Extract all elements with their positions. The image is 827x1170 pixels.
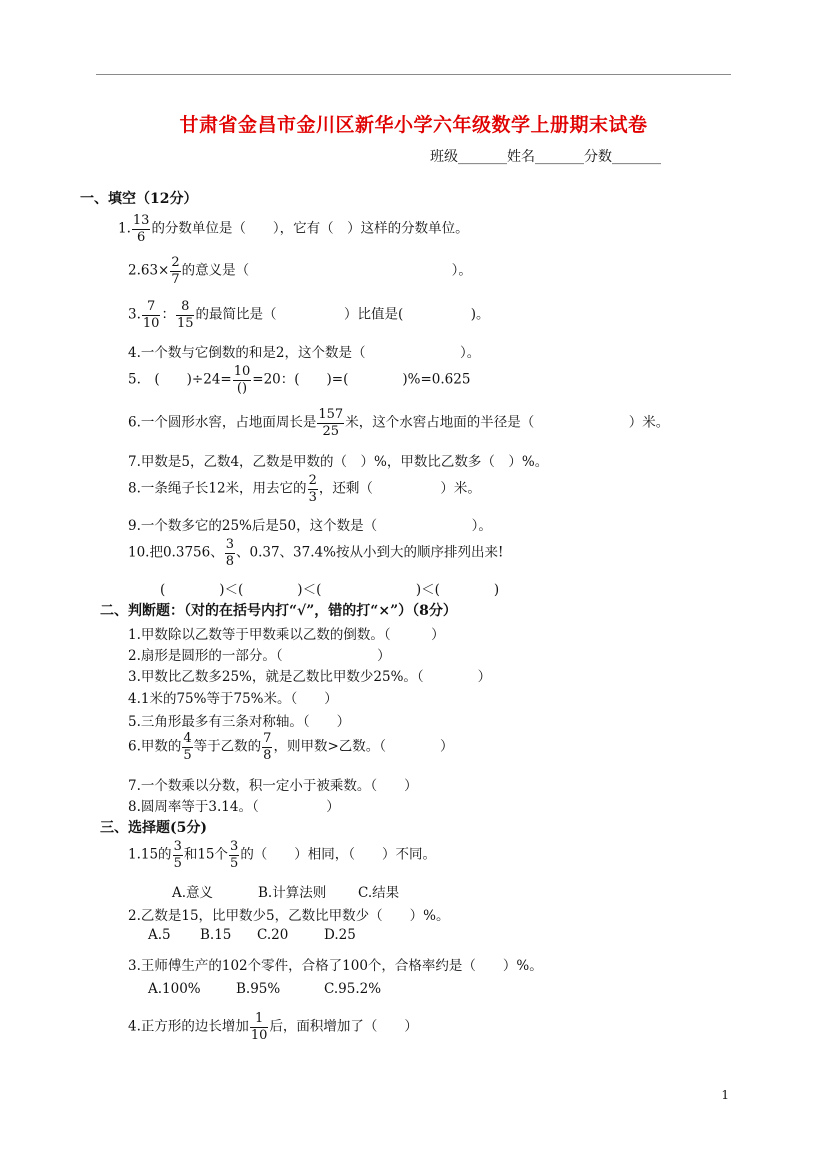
numerator: 10 bbox=[233, 364, 251, 379]
fraction bbox=[132, 214, 151, 244]
denominator: 8 bbox=[225, 553, 234, 569]
denominator: 10 bbox=[250, 1027, 268, 1043]
q-text: 的最简比是（ ）比值是( )。 bbox=[195, 306, 490, 323]
numerator: 2 bbox=[308, 473, 317, 488]
fraction bbox=[233, 365, 252, 395]
fraction bbox=[142, 300, 161, 330]
option: B.15 bbox=[200, 927, 232, 943]
choice-question-2: 2.乙数是15，比甲数少5，乙数比甲数少（ ）%。 bbox=[128, 908, 450, 924]
numerator: 8 bbox=[181, 299, 190, 314]
choice-question-1 bbox=[128, 840, 436, 870]
denominator: 3 bbox=[308, 489, 317, 505]
option: D.25 bbox=[324, 927, 356, 943]
q-text: 和15个 bbox=[183, 846, 229, 863]
q-text: 1.15的 bbox=[128, 846, 172, 863]
numerator: 4 bbox=[183, 731, 192, 746]
section-fill-blank-heading: 一、填空（12分） bbox=[80, 191, 198, 207]
fraction bbox=[176, 300, 195, 330]
q-text: ，则甲数>乙数。（ ） bbox=[273, 738, 454, 755]
numerator: 7 bbox=[147, 299, 156, 314]
numerator: 3 bbox=[230, 839, 239, 854]
q-text: 2.63× bbox=[128, 262, 170, 279]
denominator: 6 bbox=[132, 229, 151, 245]
fill-question-6 bbox=[128, 408, 669, 438]
numerator: 157 bbox=[318, 407, 344, 422]
fraction bbox=[170, 256, 180, 286]
fraction bbox=[262, 732, 272, 762]
denominator: 5 bbox=[230, 855, 239, 871]
fill-question-4: 4.一个数与它倒数的和是2，这个数是（ ）。 bbox=[128, 345, 481, 361]
judge-question-2: 2.扇形是圆形的一部分。（ ） bbox=[128, 648, 391, 664]
judge-question-3: 3.甲数比乙数多25%，就是乙数比甲数少25%。（ ） bbox=[128, 669, 492, 685]
option: A.5 bbox=[148, 927, 171, 943]
q-text: =20：( )=( )%=0.625 bbox=[252, 371, 471, 388]
q-text: 的意义是（ ）。 bbox=[181, 262, 472, 279]
choice-question-4 bbox=[128, 1012, 418, 1042]
fraction bbox=[229, 840, 239, 870]
q-text: 3. bbox=[128, 306, 141, 323]
q-text: 、0.37、37.4%按从小到大的顺序排列出来! bbox=[236, 544, 504, 561]
numerator: 7 bbox=[263, 731, 272, 746]
fill-question-2 bbox=[128, 256, 472, 286]
denominator: 5 bbox=[183, 747, 192, 763]
option: C.95.2% bbox=[324, 981, 382, 997]
q-text: 6.甲数的 bbox=[128, 738, 182, 755]
numerator: 2 bbox=[171, 255, 180, 270]
option: C.结果 bbox=[358, 885, 400, 901]
judge-question-7: 7.一个数乘以分数，积一定小于被乘数。（ ） bbox=[128, 778, 418, 794]
denominator: 8 bbox=[263, 747, 272, 763]
fill-question-9: 9.一个数多它的25%后是50，这个数是（ ）。 bbox=[128, 518, 492, 534]
page-title: 甘肃省金昌市金川区新华小学六年级数学上册期末试卷 bbox=[179, 114, 648, 136]
denominator: 7 bbox=[171, 271, 180, 287]
option: B.95% bbox=[236, 981, 281, 997]
section-judge-heading: 二、判断题：（对的在括号内打“√”，错的打“×”）（8分） bbox=[100, 603, 457, 619]
q-text: 4.正方形的边长增加 bbox=[128, 1018, 249, 1035]
fill-question-10 bbox=[128, 538, 503, 568]
fill-question-5 bbox=[128, 365, 470, 395]
choice-question-2-options bbox=[148, 927, 356, 943]
numerator: 1 bbox=[255, 1011, 264, 1026]
page-number: 1 bbox=[721, 1088, 729, 1102]
section-choice-heading: 三、选择题(5分) bbox=[100, 820, 207, 836]
q-text: 5. ( )÷24= bbox=[128, 371, 232, 388]
fraction bbox=[173, 840, 183, 870]
q-text: 后，面积增加了（ ） bbox=[269, 1018, 418, 1035]
fill-question-3 bbox=[128, 300, 490, 330]
fraction bbox=[317, 408, 344, 438]
judge-question-1: 1.甲数除以乙数等于甲数乘以乙数的倒数。（ ） bbox=[128, 627, 445, 643]
fraction bbox=[250, 1012, 269, 1042]
judge-question-8: 8.圆周率等于3.14。（ ） bbox=[128, 799, 340, 815]
q-text: 1. bbox=[118, 220, 131, 237]
denominator: () bbox=[233, 380, 252, 396]
numerator: 3 bbox=[173, 839, 182, 854]
choice-question-1-options bbox=[172, 881, 399, 901]
q-text: 等于乙数的 bbox=[193, 738, 262, 755]
fraction bbox=[182, 732, 192, 762]
q-text: ： bbox=[161, 306, 175, 323]
judge-question-6 bbox=[128, 732, 454, 762]
q-text: 的分数单位是（ ），它有（ ）这样的分数单位。 bbox=[151, 220, 469, 237]
q-text: ，还剩（ ）米。 bbox=[318, 480, 481, 497]
judge-question-4: 4.1米的75%等于75%米。（ ） bbox=[128, 691, 338, 707]
denominator: 10 bbox=[142, 315, 160, 331]
q-text: 的（ ）相同，（ ）不同。 bbox=[240, 846, 437, 863]
denominator: 25 bbox=[317, 423, 344, 439]
option: A.意义 bbox=[172, 885, 214, 901]
fraction bbox=[308, 474, 318, 504]
option: B.计算法则 bbox=[258, 885, 327, 901]
class-name-score-line: 班级_______姓名_______分数_______ bbox=[430, 149, 661, 165]
option: A.100% bbox=[148, 981, 201, 997]
judge-question-5: 5.三角形最多有三条对称轴。（ ） bbox=[128, 714, 351, 730]
numerator: 13 bbox=[132, 213, 150, 228]
numerator: 3 bbox=[225, 537, 234, 552]
fill-question-10-answer-blanks: ( )＜( )＜( )＜( ) bbox=[160, 582, 500, 598]
choice-question-3: 3.王师傅生产的102个零件，合格了100个，合格率约是（ ）%。 bbox=[128, 958, 543, 974]
fill-question-8 bbox=[128, 474, 481, 504]
denominator: 15 bbox=[176, 315, 194, 331]
q-text: 米，这个水窖占地面的半径是（ ）米。 bbox=[345, 414, 670, 431]
q-text: 8.一条绳子长12米，用去它的 bbox=[128, 480, 307, 497]
choice-question-3-options bbox=[148, 981, 381, 997]
fraction bbox=[225, 538, 235, 568]
denominator: 5 bbox=[173, 855, 182, 871]
q-text: 6.一个圆形水窖，占地面周长是 bbox=[128, 414, 317, 431]
header-rule bbox=[96, 74, 731, 75]
fill-question-7: 7.甲数是5，乙数4，乙数是甲数的（ ）%，甲数比乙数多（ ）%。 bbox=[128, 454, 549, 470]
fill-question-1 bbox=[118, 214, 469, 244]
q-text: 10.把0.3756、 bbox=[128, 544, 224, 561]
option: C.20 bbox=[257, 927, 289, 943]
